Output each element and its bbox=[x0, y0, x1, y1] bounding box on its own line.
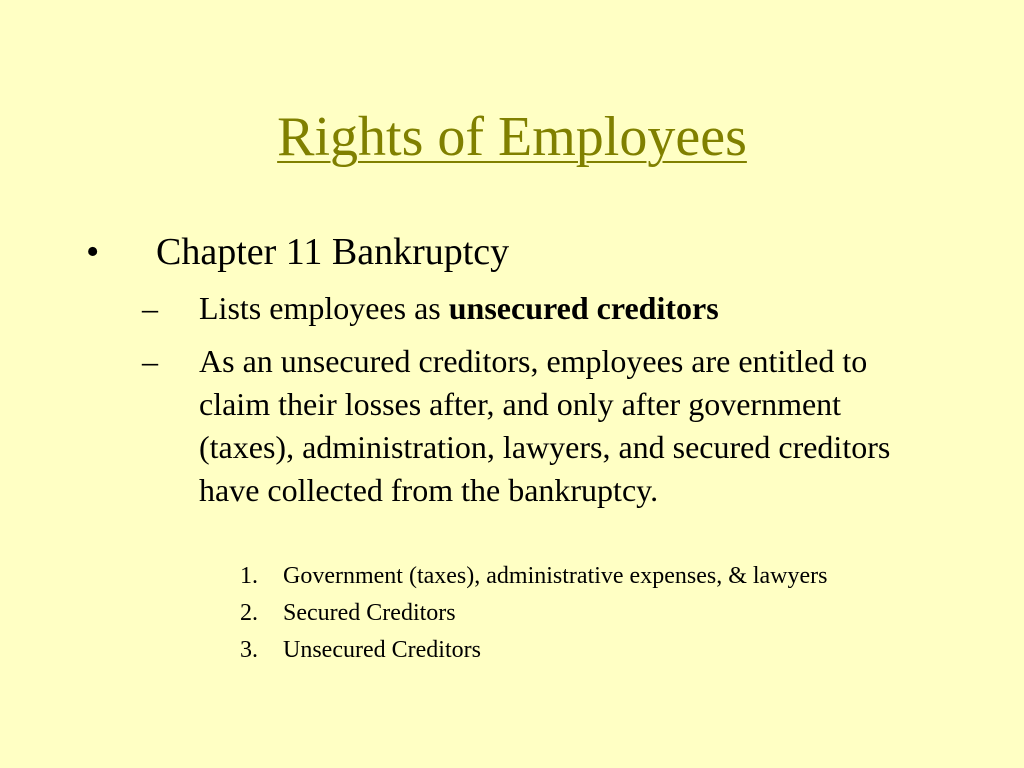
list-number: 2. bbox=[240, 600, 258, 626]
sub-bullet-prefix: Lists employees as bbox=[199, 290, 449, 326]
list-item-text: Unsecured Creditors bbox=[283, 637, 481, 663]
bullet-icon: • bbox=[86, 231, 100, 273]
dash-icon: – bbox=[142, 290, 158, 326]
sub-bullet-text: As an unsecured creditors, employees are entitled to claim their losses after, and only after government (taxes), administration, lawyers, and secured creditors have collected from the bankruptcy. bbox=[199, 343, 891, 508]
sub-bullet-text bbox=[199, 287, 939, 330]
list-number: 3. bbox=[240, 637, 258, 663]
main-bullet-text: Chapter 11 Bankruptcy bbox=[156, 231, 510, 273]
dash-icon: – bbox=[142, 343, 158, 379]
list-item-text: Secured Creditors bbox=[283, 600, 456, 626]
list-item-text: Government (taxes), administrative expenses, & lawyers bbox=[283, 563, 828, 589]
slide-title: Rights of Employees bbox=[277, 106, 747, 168]
list-number: 1. bbox=[240, 563, 258, 589]
sub-bullet-bold-term: unsecured creditors bbox=[448, 290, 719, 326]
